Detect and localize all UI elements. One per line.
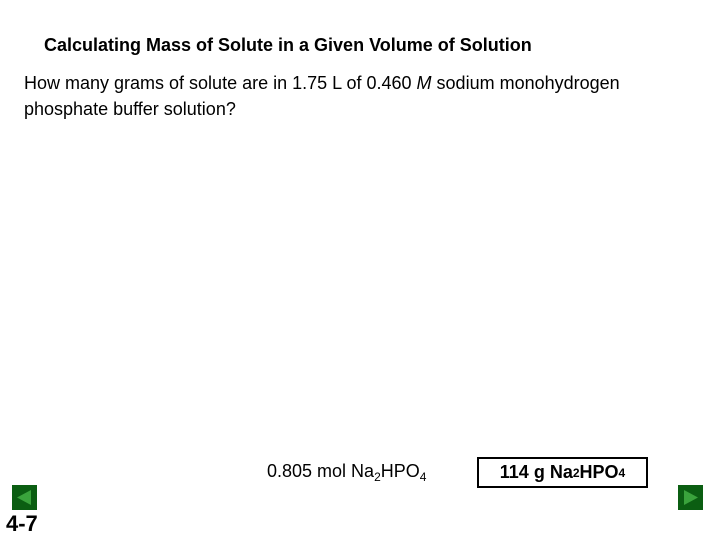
answer-formula-middle: HPO [579, 462, 619, 482]
intermediate-subscript-2: 4 [419, 470, 427, 484]
next-slide-button[interactable] [678, 485, 703, 510]
question-text [24, 70, 704, 122]
question-part-1: How many grams of solute are in 1.75 L of 0.460 [24, 73, 417, 93]
molarity-symbol: M [416, 73, 432, 93]
previous-slide-button[interactable] [12, 485, 37, 510]
intermediate-formula-middle: HPO [380, 461, 420, 481]
intermediate-subscript-1: 2 [374, 470, 381, 484]
triangle-right-icon [678, 485, 703, 510]
intermediate-value: 0.805 mol Na [267, 461, 375, 481]
question-part-2: sodium monohydrogen phosphate buffer solution? [24, 73, 620, 119]
triangle-left-icon [12, 485, 37, 510]
answer-box: 114 g Na 2 HPO 4 [477, 457, 648, 488]
slide-number: 4-7 [6, 511, 38, 536]
answer-value: 114 g Na [499, 462, 573, 482]
slide-title: Calculating Mass of Solute in a Given Volume of Solution [44, 35, 532, 55]
intermediate-result [267, 461, 426, 482]
